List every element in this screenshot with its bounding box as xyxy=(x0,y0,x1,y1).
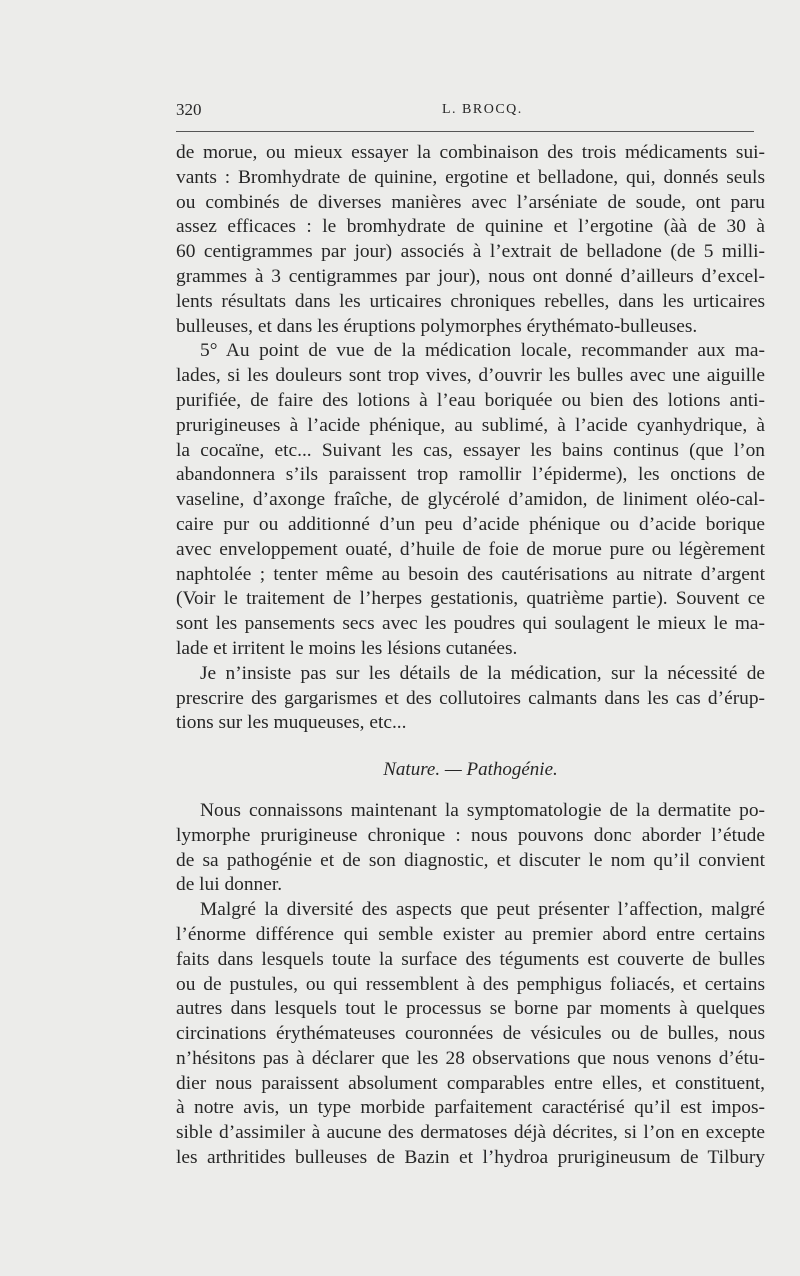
page-body xyxy=(176,141,765,1171)
text-line: à notre avis, un type morbide parfaitement caractérisé qu’il est impos- xyxy=(176,1097,765,1119)
text-line: Malgré la diversité des aspects que peut présenter l’affection, malgré xyxy=(200,899,765,921)
text-line: sible d’assimiler à aucune des dermatoses déjà décrites, si l’on en excepte xyxy=(176,1122,765,1144)
text-line: tions sur les muqueuses, etc... xyxy=(176,712,407,734)
paragraph xyxy=(176,898,765,1171)
text-line: grammes à 3 centigrammes par jour), nous ont donné d’ailleurs d’excel- xyxy=(176,265,765,287)
text-line: faits dans lesquels toute la surface des téguments est couverte de bulles xyxy=(176,948,765,970)
text-line: avec enveloppement ouaté, d’huile de foie de morue pure ou légèrement xyxy=(176,538,765,560)
text-line: lents résultats dans les urticaires chroniques rebelles, dans les urticaires xyxy=(176,290,765,312)
page-header xyxy=(176,100,754,126)
text-line: la cocaïne, etc... Suivant les cas, essayer les bains continus (que l’on xyxy=(176,439,765,461)
text-line: caire pur ou additionné d’un peu d’acide phénique ou d’acide borique xyxy=(176,513,765,535)
text-line: vaseline, d’axonge fraîche, de glycérolé d’amidon, de liniment oléo-cal- xyxy=(176,489,765,511)
text-line: bulleuses, et dans les éruptions polymorphes érythémato-bulleuses. xyxy=(176,315,698,337)
text-line: abandonnera s’ils paraissent trop ramollir l’épiderme), les onctions de xyxy=(176,464,765,486)
text-line: de lui donner. xyxy=(176,874,283,896)
text-line: Nous connaissons maintenant la symptomatologie de la dermatite po- xyxy=(200,799,765,821)
text-line: circinations érythémateuses couronnées de vésicules ou de bulles, nous xyxy=(176,1023,765,1045)
paragraph xyxy=(176,662,765,736)
text-line: sont les pansements secs avec les poudres qui soulagent le mieux le ma- xyxy=(176,613,765,635)
text-line: (Voir le traitement de l’herpes gestationis, quatrième partie). Souvent ce xyxy=(176,588,765,610)
text-line: vants : Bromhydrate de quinine, ergotine et belladone, qui, donnés seuls xyxy=(176,166,765,188)
paragraph xyxy=(176,799,765,898)
text-line: dier nous paraissent absolument comparables entre elles, et constituent, xyxy=(176,1072,765,1094)
text-line: naphtolée ; tenter même au besoin des cautérisations au nitrate d’argent xyxy=(176,563,765,585)
text-line: prurigineuses à l’acide phénique, au sublimé, à l’acide cyanhydrique, à xyxy=(176,414,765,436)
text-line: autres dans lesquels tout le processus se borne par moments à quelques xyxy=(176,998,765,1020)
text-line: l’énorme différence qui semble exister au premier abord entre certains xyxy=(176,923,765,945)
text-line: les arthritides bulleuses de Bazin et l’hydroa prurigineusum de Tilbury xyxy=(176,1147,765,1169)
text-line: 5° Au point de vue de la médication locale, recommander aux ma- xyxy=(200,340,765,362)
header-rule xyxy=(176,131,754,132)
page-number: 320 xyxy=(176,100,202,119)
text-line: lades, si les douleurs sont trop vives, d’ouvrir les bulles avec une aiguille xyxy=(176,365,765,387)
text-line: de morue, ou mieux essayer la combinaison des trois médicaments sui- xyxy=(176,142,765,163)
text-line: Je n’insiste pas sur les détails de la médication, sur la nécessité de xyxy=(200,662,765,684)
text-line: de sa pathogénie et de son diagnostic, et discuter le nom qu’il convient xyxy=(176,849,765,871)
text-line: n’hésitons pas à déclarer que les 28 observations que nous venons d’étu- xyxy=(176,1047,765,1069)
text-line: lade et irritent le moins les lésions cutanées. xyxy=(176,637,518,659)
text-line: ou de pustules, ou qui ressemblent à des pemphigus foliacés, et certains xyxy=(176,973,765,995)
text-line: assez efficaces : le bromhydrate de quinine et l’ergotine (àà de 30 à xyxy=(176,216,765,238)
running-head: L. BROCQ. xyxy=(442,102,523,117)
section-title: Nature. — Pathogénie. xyxy=(383,759,558,781)
text-line: ou combinés de diverses manières avec l’arséniate de soude, ont paru xyxy=(176,191,765,213)
text-line: purifiée, de faire des lotions à l’eau boriquée ou bien des lotions anti- xyxy=(176,389,765,411)
text-line: lymorphe prurigineuse chronique : nous pouvons donc aborder l’étude xyxy=(176,824,765,846)
paragraph xyxy=(176,141,765,339)
text-line: prescrire des gargarismes et des collutoires calmants dans les cas d’érup- xyxy=(176,687,765,709)
text-line: 60 centigrammes par jour) associés à l’extrait de belladone (de 5 milli- xyxy=(176,241,765,263)
paragraph xyxy=(176,339,765,661)
